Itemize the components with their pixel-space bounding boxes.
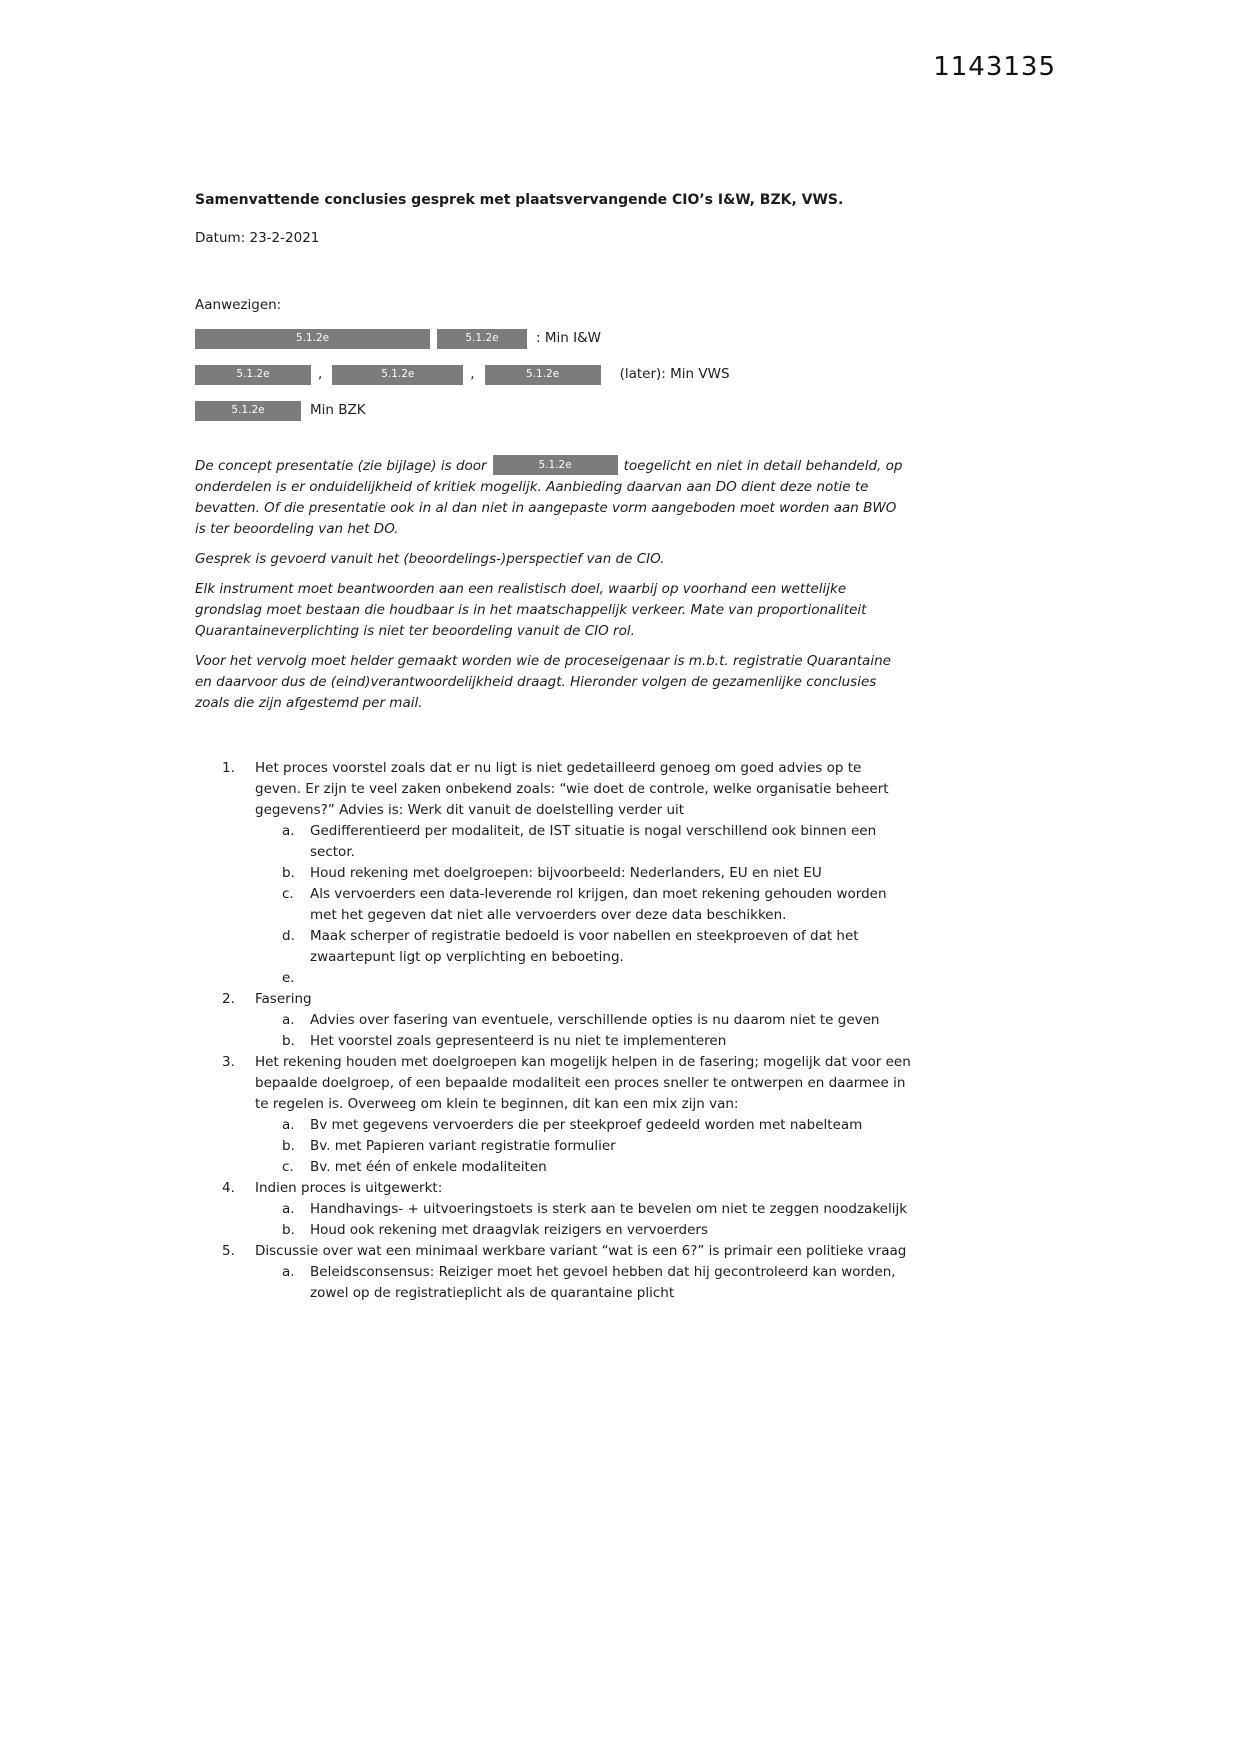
list-item <box>195 1178 911 1199</box>
redaction-bar: 5.1.2e <box>493 455 618 475</box>
list-item <box>195 1052 911 1115</box>
list-text: Als vervoerders een data-leverende rol krijgen, dan moet rekening gehouden worden met het gegeven dat niet alle vervoerders over deze data beschikken. <box>310 886 887 923</box>
list-text: Fasering <box>255 991 312 1007</box>
list-text: Het voorstel zoals gepresenteerd is nu niet te implementeren <box>310 1033 727 1049</box>
conclusions-list <box>195 758 911 1304</box>
separator: , <box>318 366 323 382</box>
list-text <box>310 968 911 989</box>
redaction-bar: 5.1.2e <box>485 365 601 385</box>
attendee-suffix: (later): Min VWS <box>619 366 730 382</box>
sub-list-item <box>195 863 911 884</box>
intro-paragraph-2: Gesprek is gevoerd vanuit het (beoordelings-)perspectief van de CIO. <box>195 551 665 567</box>
attendee-row-3 <box>195 400 911 421</box>
list-text: Bv met gegevens vervoerders die per steekproef gedeeld worden met nabelteam <box>310 1117 863 1133</box>
list-marker: a. <box>282 1264 295 1280</box>
redaction-bar: 5.1.2e <box>195 329 430 349</box>
list-text: Maak scherper of registratie bedoeld is voor nabellen en steekproeven of dat het zwaartepunt ligt op verplichting en beboeting. <box>310 928 859 965</box>
list-item <box>195 758 911 821</box>
list-marker: d. <box>282 928 295 944</box>
list-item <box>195 1241 911 1262</box>
sub-list-item <box>195 1031 911 1052</box>
attendees-label: Aanwezigen: <box>195 297 282 313</box>
list-marker: a. <box>282 823 295 839</box>
sub-list-item <box>195 1115 911 1136</box>
redaction-bar: 5.1.2e <box>332 365 463 385</box>
attendee-row-2 <box>195 364 911 385</box>
list-marker: b. <box>282 1222 295 1238</box>
document-number: 1143135 <box>933 52 1056 82</box>
sub-list-item <box>195 1010 911 1031</box>
list-marker: e. <box>282 970 295 986</box>
date-line: Datum: 23-2-2021 <box>195 230 320 246</box>
paragraph-text: De concept presentatie (zie bijlage) is door <box>195 458 487 474</box>
sub-list-item <box>195 1262 911 1304</box>
separator: , <box>470 366 475 382</box>
list-marker: b. <box>282 865 295 881</box>
list-marker: a. <box>282 1201 295 1217</box>
list-marker: a. <box>282 1012 295 1028</box>
list-text: Het rekening houden met doelgroepen kan mogelijk helpen in de fasering; mogelijk dat voor een bepaalde doelgroep, of een bepaalde modaliteit een proces sneller te ontwerpen en daarmee in te regelen is. Overweeg om klein te beginnen, dit kan een mix zijn van: <box>255 1054 911 1112</box>
list-text: Handhavings- + uitvoeringstoets is sterk aan te bevelen om niet te zeggen noodzakelijk <box>310 1201 908 1217</box>
list-text: Advies over fasering van eventuele, verschillende opties is nu daarom niet te geven <box>310 1012 880 1028</box>
list-marker: 5. <box>222 1243 235 1259</box>
intro-paragraph-4: Voor het vervolg moet helder gemaakt worden wie de proceseigenaar is m.b.t. registratie Quarantaine en daarvoor dus de (eind)verantwoordelijkheid draagt. Hieronder volgen de gezamenlijke conclusies zoals die zijn afgestemd per mail. <box>195 653 891 711</box>
document-content <box>195 190 911 1304</box>
list-text: Houd ook rekening met draagvlak reizigers en vervoerders <box>310 1222 708 1238</box>
list-marker: b. <box>282 1138 295 1154</box>
list-marker: 3. <box>222 1054 235 1070</box>
intro-paragraph-1 <box>195 456 911 540</box>
attendee-row-1 <box>195 328 911 349</box>
attendee-suffix: Min BZK <box>310 402 366 418</box>
list-text: Beleidsconsensus: Reiziger moet het gevoel hebben dat hij gecontroleerd kan worden, zowel op de registratieplicht als de quarantaine plicht <box>310 1264 896 1301</box>
sub-list-item <box>195 1157 911 1178</box>
list-text: Discussie over wat een minimaal werkbare variant “wat is een 6?” is primair een politieke vraag <box>255 1243 907 1259</box>
list-text: Het proces voorstel zoals dat er nu ligt is niet gedetailleerd genoeg om goed advies op te geven. Er zijn te veel zaken onbekend zoals: “wie doet de controle, welke organisatie beheert gegevens?” Advies is: Werk dit vanuit de doelstelling verder uit <box>255 760 889 818</box>
list-marker: c. <box>282 886 294 902</box>
redaction-bar: 5.1.2e <box>195 365 311 385</box>
list-text: Houd rekening met doelgroepen: bijvoorbeeld: Nederlanders, EU en niet EU <box>310 865 822 881</box>
list-marker: 4. <box>222 1180 235 1196</box>
list-text: Bv. met één of enkele modaliteiten <box>310 1159 547 1175</box>
sub-list-item <box>195 1136 911 1157</box>
paragraph-text: toegelicht en niet in detail behandeld, op onderdelen is er onduidelijkheid of kritiek mogelijk. Aanbieding daarvan aan DO dient deze notie te bevatten. Of die presentatie ook in al dan niet in aangepaste vorm aangeboden moet worden aan BWO is ter beoordeling van het DO. <box>195 458 903 537</box>
list-text: Gedifferentieerd per modaliteit, de IST situatie is nogal verschillend ook binnen een sector. <box>310 823 877 860</box>
sub-list-item <box>195 926 911 968</box>
list-marker: b. <box>282 1033 295 1049</box>
sub-list-item <box>195 1199 911 1220</box>
sub-list-item <box>195 884 911 926</box>
intro-paragraph-3: Elk instrument moet beantwoorden aan een realistisch doel, waarbij op voorhand een wettelijke grondslag moet bestaan die houdbaar is in het maatschappelijk verkeer. Mate van proportionaliteit Quarantaineverplichting is niet ter beoordeling vanuit de CIO rol. <box>195 581 867 639</box>
list-marker: 2. <box>222 991 235 1007</box>
list-marker: c. <box>282 1159 294 1175</box>
list-marker: 1. <box>222 760 235 776</box>
sub-list-item <box>195 1220 911 1241</box>
list-text: Bv. met Papieren variant registratie formulier <box>310 1138 616 1154</box>
list-text: Indien proces is uitgewerkt: <box>255 1180 443 1196</box>
sub-list-item <box>195 821 911 863</box>
attendee-suffix: : Min I&W <box>536 330 601 346</box>
sub-list-item <box>195 968 911 989</box>
redaction-bar: 5.1.2e <box>195 401 301 421</box>
intro-paragraphs <box>195 456 911 714</box>
document-title: Samenvattende conclusies gesprek met plaatsvervangende CIO’s I&W, BZK, VWS. <box>195 192 844 208</box>
list-marker: a. <box>282 1117 295 1133</box>
list-item <box>195 989 911 1010</box>
redaction-bar: 5.1.2e <box>437 329 527 349</box>
